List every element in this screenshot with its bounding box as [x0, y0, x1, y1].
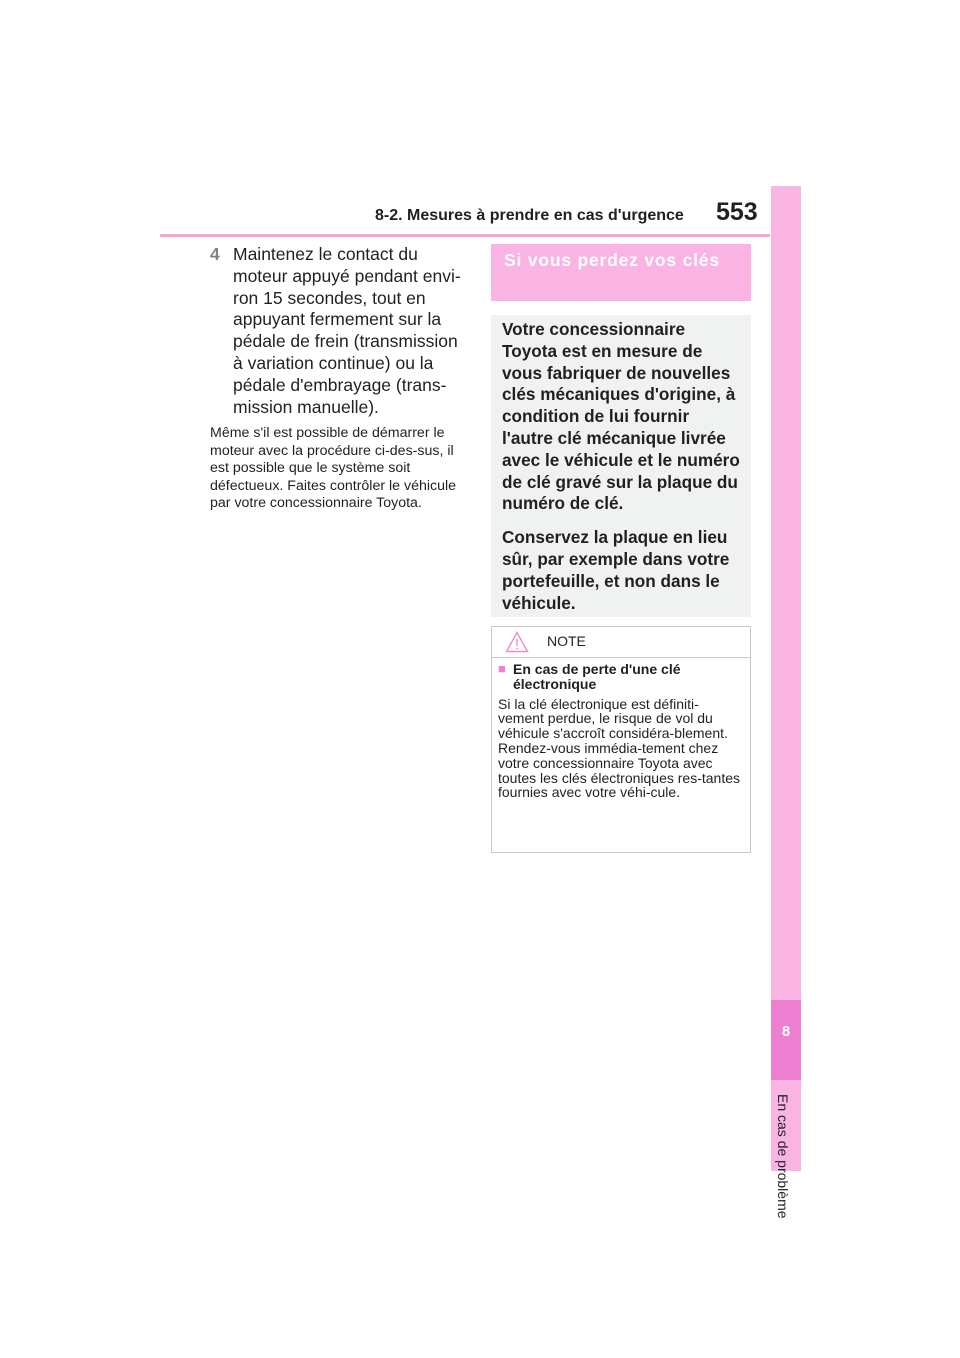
bullet-square-icon: ■ — [498, 661, 506, 676]
step-text: Maintenez le contact du moteur appuyé pendant envi-ron 15 secondes, tout en appuyant fermement sur la pédale de frein (transmission à variation continue) ou la pédale d'embrayage (trans-mission manuelle). — [233, 244, 461, 417]
note-subheading-text: En cas de perte d'une clé électronique — [513, 661, 681, 692]
section-heading: Si vous perdez vos clés — [491, 244, 751, 301]
note-text: Si la clé électronique est définiti-vement perdue, le risque de vol du véhicule s'accroît considéra-blement. Rendez-vous immédia-tement chez votre concessionnaire Toyota avec toutes les clés électroniques res-tantes fournies avec votre véhi-cule. — [498, 695, 741, 801]
note-header — [492, 627, 750, 658]
info-paragraph: Conservez la plaque en lieu sûr, par exemple dans votre portefeuille, et non dans le véhicule. — [502, 527, 730, 613]
chapter-number-tab — [771, 1000, 801, 1080]
page-number: 553 — [716, 198, 758, 226]
step-note: Même s'il est possible de démarrer le moteur avec la procédure ci-des-sus, il est possible que le système soit défectueux. Faites contrôler le véhicule par votre concessionnaire Toyota. — [210, 425, 457, 512]
chapter-label: En cas de problème — [775, 1094, 791, 1219]
note-title: NOTE — [547, 633, 586, 649]
chapter-number: 8 — [781, 1023, 791, 1040]
warning-triangle-icon — [505, 631, 529, 653]
procedure-step — [210, 244, 465, 418]
info-box — [491, 315, 751, 617]
header-divider — [160, 234, 770, 237]
step-number: 4 — [210, 244, 220, 264]
note-box — [491, 626, 751, 853]
note-subheading — [498, 662, 741, 692]
section-title: 8-2. Mesures à prendre en cas d'urgence — [375, 207, 684, 224]
info-paragraph: Votre concessionnaire Toyota est en mesure de vous fabriquer de nouvelles clés mécaniques d'origine, à condition de lui fournir l'autre clé mécanique livrée avec le véhicule et le numéro de clé gravé sur la plaque du numéro de clé. — [502, 319, 740, 514]
note-body — [492, 658, 750, 800]
